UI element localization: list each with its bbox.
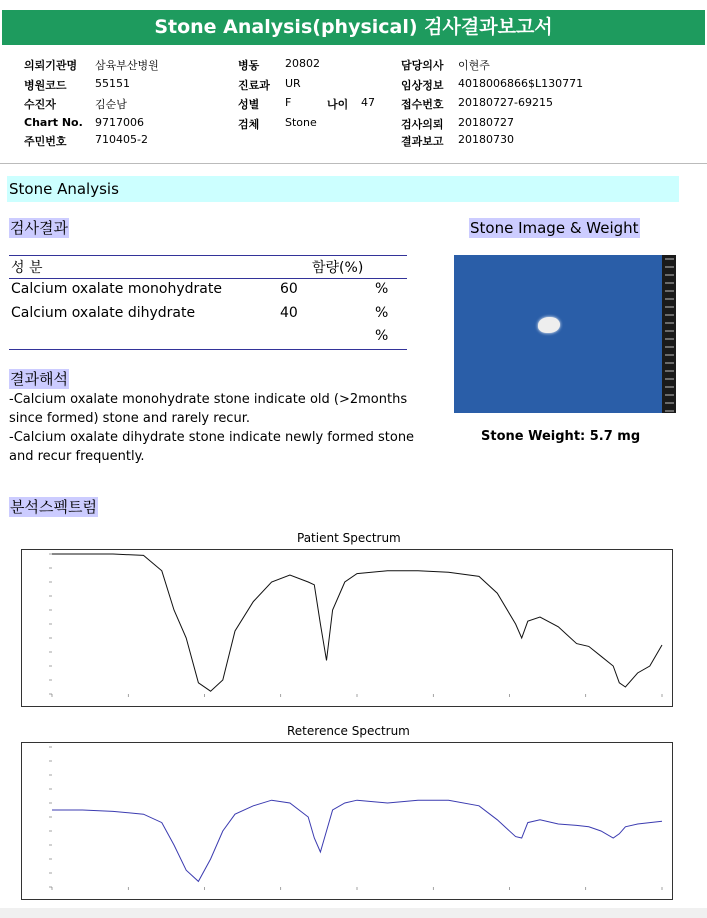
field-label: 검사의뢰 bbox=[401, 118, 444, 131]
stone-pebble bbox=[538, 317, 560, 333]
field-value: Stone bbox=[285, 116, 317, 129]
field-value: 55151 bbox=[95, 77, 130, 90]
spectrum-line bbox=[52, 554, 662, 691]
field-label: 의뢰기관명 bbox=[24, 59, 78, 72]
field-value: 4018006866$L130771 bbox=[458, 77, 584, 90]
table-header-line bbox=[9, 278, 407, 279]
patient-spectrum-chart bbox=[21, 549, 673, 707]
interpretation-line: -Calcium oxalate dihydrate stone indicate newly formed stone bbox=[9, 430, 415, 445]
field-label: 성별 bbox=[238, 98, 260, 111]
field-label: 담당의사 bbox=[401, 59, 444, 72]
reference-spectrum-svg bbox=[22, 743, 672, 899]
interpretation-text bbox=[9, 390, 439, 466]
ruler-ticks bbox=[662, 255, 676, 413]
field-value: 삼육부산병원 bbox=[95, 59, 159, 72]
field-label: 결과보고 bbox=[401, 135, 444, 148]
col-content-header: 함량(%) bbox=[312, 260, 364, 276]
header-divider bbox=[0, 163, 707, 164]
field-value: 710405-2 bbox=[95, 133, 148, 146]
field-label: Chart No. bbox=[24, 116, 83, 129]
stone-heading: Stone Image & Weight bbox=[470, 219, 639, 237]
field-label: 접수번호 bbox=[401, 98, 444, 111]
report-title: Stone Analysis(physical) 검사결과보고서 bbox=[2, 10, 705, 45]
component-unit: % bbox=[375, 281, 389, 297]
interpretation-line: and recur frequently. bbox=[9, 449, 145, 464]
table-top-line bbox=[9, 255, 407, 256]
patient-spectrum-svg bbox=[22, 550, 672, 706]
stone-weight: Stone Weight: 5.7 mg bbox=[481, 429, 641, 444]
interpretation-line: since formed) stone and rarely recur. bbox=[9, 411, 250, 426]
field-label: 수진자 bbox=[24, 98, 56, 111]
field-value: 20180730 bbox=[458, 133, 514, 146]
table-bottom-line bbox=[9, 349, 407, 350]
component-unit: % bbox=[375, 328, 389, 344]
component-name: Calcium oxalate monohydrate bbox=[11, 281, 222, 297]
reference-spectrum-chart bbox=[21, 742, 673, 900]
field-value: 9717006 bbox=[95, 116, 144, 129]
section-title: Stone Analysis bbox=[7, 176, 679, 202]
reference-spectrum-title: Reterence Spectrum bbox=[287, 724, 410, 738]
field-label: 병원코드 bbox=[24, 79, 67, 92]
field-label: 임상정보 bbox=[401, 79, 444, 92]
field-value: 20180727 bbox=[458, 116, 514, 129]
field-value: 20180727-69215 bbox=[458, 96, 553, 109]
spectrum-heading: 분석스펙트럼 bbox=[10, 498, 97, 516]
col-component-header: 성 분 bbox=[11, 260, 43, 276]
field-value: 20802 bbox=[285, 57, 320, 70]
stone-photo bbox=[454, 255, 676, 413]
spectrum-line bbox=[52, 800, 662, 881]
field-label: 진료과 bbox=[238, 79, 270, 92]
component-value: 60 bbox=[280, 281, 298, 297]
field-value: UR bbox=[285, 77, 301, 90]
field-label: 병동 bbox=[238, 59, 260, 72]
component-name: Calcium oxalate dihydrate bbox=[11, 305, 196, 321]
field-label: 나이 bbox=[327, 98, 349, 111]
field-value: 김순남 bbox=[95, 98, 127, 111]
component-value: 40 bbox=[280, 305, 298, 321]
field-label: 검체 bbox=[238, 118, 260, 131]
patient-spectrum-title: Patient Spectrum bbox=[297, 531, 401, 545]
field-value: 이현주 bbox=[458, 59, 490, 72]
field-value: F bbox=[285, 96, 292, 109]
field-value: 47 bbox=[361, 96, 375, 109]
component-unit: % bbox=[375, 305, 389, 321]
ruler-scale bbox=[662, 255, 676, 413]
results-heading: 검사결과 bbox=[10, 219, 68, 237]
interpretation-line: -Calcium oxalate monohydrate stone indicate old (>2months bbox=[9, 392, 408, 407]
field-label: 주민번호 bbox=[24, 135, 67, 148]
interpretation-heading: 결과해석 bbox=[10, 370, 68, 388]
